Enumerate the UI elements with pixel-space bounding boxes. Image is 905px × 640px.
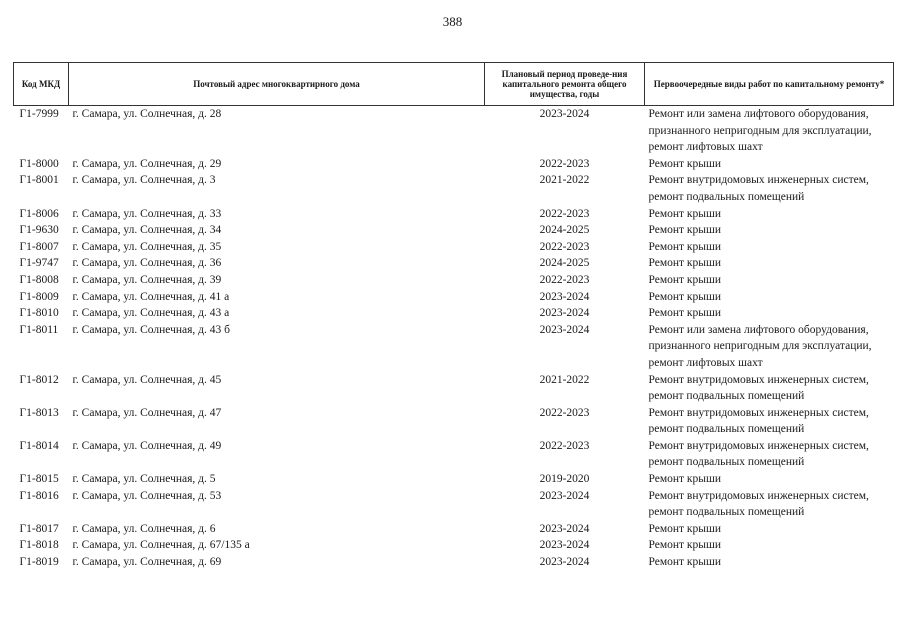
cell-works	[645, 521, 894, 538]
cell-period: 2023-2024	[539, 522, 590, 535]
cell-code: Г1-8007	[19, 240, 59, 253]
cell-code: Г1-8009	[19, 290, 59, 303]
cell-code: Г1-8015	[19, 473, 59, 486]
table-row	[14, 488, 894, 521]
cell-period: 2022-2023	[539, 207, 590, 220]
cell-works	[645, 405, 894, 438]
cell-code: Г1-7999	[19, 108, 59, 120]
table-row	[14, 471, 894, 488]
table-row	[14, 272, 894, 289]
cell-period: 2023-2024	[539, 489, 590, 502]
cell-period: 2023-2024	[539, 290, 590, 303]
cell-works	[645, 471, 894, 488]
works-line: ремонт подвальных помещений	[648, 456, 805, 469]
table-header	[14, 63, 894, 106]
works-line: Ремонт крыши	[648, 240, 722, 253]
cell-works	[645, 322, 894, 372]
capital-repair-table	[13, 62, 894, 571]
works-line: Ремонт крыши	[648, 257, 722, 270]
cell-code: Г1-8014	[19, 439, 59, 452]
works-line: ремонт подвальных помещений	[648, 190, 805, 203]
table-row	[14, 372, 894, 405]
works-line: признанного непригодным для эксплуатации,	[648, 124, 872, 137]
cell-address: г. Самара, ул. Солнечная, д. 33	[72, 207, 222, 220]
cell-period: 2023-2024	[539, 323, 590, 336]
cell-address: г. Самара, ул. Солнечная, д. 36	[72, 257, 222, 270]
cell-works	[645, 272, 894, 289]
cell-works	[645, 305, 894, 322]
cell-address: г. Самара, ул. Солнечная, д. 5	[72, 473, 216, 486]
cell-period: 2022-2023	[539, 406, 590, 419]
cell-period: 2021-2022	[539, 174, 590, 187]
cell-period: 2023-2024	[539, 307, 590, 320]
cell-code: Г1-8013	[19, 406, 59, 419]
works-line: Ремонт внутридомовых инженерных систем,	[648, 406, 869, 419]
works-line: Ремонт или замена лифтового оборудования,	[648, 108, 869, 120]
cell-code: Г1-8018	[19, 539, 59, 552]
cell-code: Г1-8017	[19, 522, 59, 535]
table-body	[14, 106, 894, 571]
cell-address: г. Самара, ул. Солнечная, д. 29	[72, 157, 222, 170]
table-row	[14, 156, 894, 173]
header-period: Плановый период проведе-ния капитального ремонта общего имущества, годы	[485, 63, 645, 106]
table-row	[14, 106, 894, 156]
works-line: ремонт подвальных помещений	[648, 506, 805, 519]
works-line: признанного непригодным для эксплуатации,	[648, 340, 872, 353]
table-row	[14, 305, 894, 322]
works-line: Ремонт крыши	[648, 207, 722, 220]
header-address: Почтовый адрес многоквартирного дома	[69, 63, 485, 106]
works-line: ремонт подвальных помещений	[648, 423, 805, 436]
cell-code: Г1-8019	[19, 556, 59, 569]
cell-period: 2024-2025	[539, 257, 590, 270]
cell-address: г. Самара, ул. Солнечная, д. 39	[72, 273, 222, 286]
page-number: 388	[442, 14, 463, 29]
cell-works	[645, 488, 894, 521]
cell-period: 2023-2024	[539, 556, 590, 569]
works-line: Ремонт крыши	[648, 290, 722, 303]
cell-address: г. Самара, ул. Солнечная, д. 45	[72, 373, 222, 386]
works-line: Ремонт крыши	[648, 556, 722, 569]
cell-address: г. Самара, ул. Солнечная, д. 49	[72, 439, 222, 452]
table-row	[14, 255, 894, 272]
works-line: Ремонт крыши	[648, 157, 722, 170]
cell-code: Г1-8012	[19, 373, 59, 386]
table-row	[14, 405, 894, 438]
works-line: Ремонт или замена лифтового оборудования,	[648, 323, 869, 336]
cell-code: Г1-8011	[19, 323, 59, 336]
cell-code: Г1-9747	[19, 257, 59, 270]
cell-works	[645, 222, 894, 239]
cell-address: г. Самара, ул. Солнечная, д. 53	[72, 489, 222, 502]
table-row	[14, 537, 894, 554]
cell-address: г. Самара, ул. Солнечная, д. 35	[72, 240, 222, 253]
cell-period: 2023-2024	[539, 539, 590, 552]
cell-code: Г1-8006	[19, 207, 59, 220]
cell-address: г. Самара, ул. Солнечная, д. 3	[72, 174, 216, 187]
works-line: Ремонт крыши	[648, 307, 722, 320]
cell-address: г. Самара, ул. Солнечная, д. 6	[72, 522, 216, 535]
works-line: Ремонт крыши	[648, 273, 722, 286]
cell-address: г. Самара, ул. Солнечная, д. 34	[72, 224, 222, 237]
cell-code: Г1-8001	[19, 174, 59, 187]
cell-works	[645, 106, 894, 156]
table-row	[14, 239, 894, 256]
cell-works	[645, 239, 894, 256]
cell-period: 2024-2025	[539, 224, 590, 237]
capital-repair-table-container	[13, 62, 893, 571]
cell-period: 2022-2023	[539, 273, 590, 286]
cell-code: Г1-8010	[19, 307, 59, 320]
cell-period: 2022-2023	[539, 157, 590, 170]
table-row	[14, 521, 894, 538]
cell-address: г. Самара, ул. Солнечная, д. 47	[72, 406, 222, 419]
cell-period: 2022-2023	[539, 240, 590, 253]
table-row	[14, 438, 894, 471]
cell-works	[645, 255, 894, 272]
table-row	[14, 554, 894, 571]
works-line: Ремонт крыши	[648, 224, 722, 237]
cell-period: 2023-2024	[539, 108, 590, 120]
cell-code: Г1-8016	[19, 489, 59, 502]
table-row	[14, 172, 894, 205]
header-code: Код МКД	[14, 63, 69, 106]
cell-period: 2021-2022	[539, 373, 590, 386]
works-line: Ремонт внутридомовых инженерных систем,	[648, 439, 869, 452]
works-line: Ремонт внутридомовых инженерных систем,	[648, 174, 869, 187]
cell-address: г. Самара, ул. Солнечная, д. 43 а	[72, 307, 230, 320]
cell-works	[645, 537, 894, 554]
cell-works	[645, 156, 894, 173]
works-line: Ремонт крыши	[648, 473, 722, 486]
cell-address: г. Самара, ул. Солнечная, д. 67/135 а	[72, 539, 250, 552]
header-works: Первоочередные виды работ по капитальному ремонту*	[645, 63, 894, 106]
table-row	[14, 289, 894, 306]
cell-code: Г1-8008	[19, 273, 59, 286]
works-line: ремонт подвальных помещений	[648, 390, 805, 403]
cell-works	[645, 172, 894, 205]
works-line: Ремонт крыши	[648, 522, 722, 535]
cell-period: 2019-2020	[539, 473, 590, 486]
table-row	[14, 206, 894, 223]
works-line: ремонт лифтовых шахт	[648, 141, 763, 154]
cell-works	[645, 289, 894, 306]
cell-address: г. Самара, ул. Солнечная, д. 28	[72, 108, 222, 120]
table-row	[14, 322, 894, 372]
cell-works	[645, 438, 894, 471]
table-row	[14, 222, 894, 239]
works-line: Ремонт крыши	[648, 539, 722, 552]
cell-address: г. Самара, ул. Солнечная, д. 41 а	[72, 290, 230, 303]
cell-address: г. Самара, ул. Солнечная, д. 43 б	[72, 323, 230, 336]
works-line: Ремонт внутридомовых инженерных систем,	[648, 489, 869, 502]
cell-works	[645, 206, 894, 223]
cell-works	[645, 554, 894, 571]
cell-works	[645, 372, 894, 405]
works-line: ремонт лифтовых шахт	[648, 356, 763, 369]
cell-code: Г1-9630	[19, 224, 59, 237]
cell-code: Г1-8000	[19, 157, 59, 170]
works-line: Ремонт внутридомовых инженерных систем,	[648, 373, 869, 386]
table-header-row	[14, 63, 894, 106]
cell-period: 2022-2023	[539, 439, 590, 452]
cell-address: г. Самара, ул. Солнечная, д. 69	[72, 556, 222, 569]
